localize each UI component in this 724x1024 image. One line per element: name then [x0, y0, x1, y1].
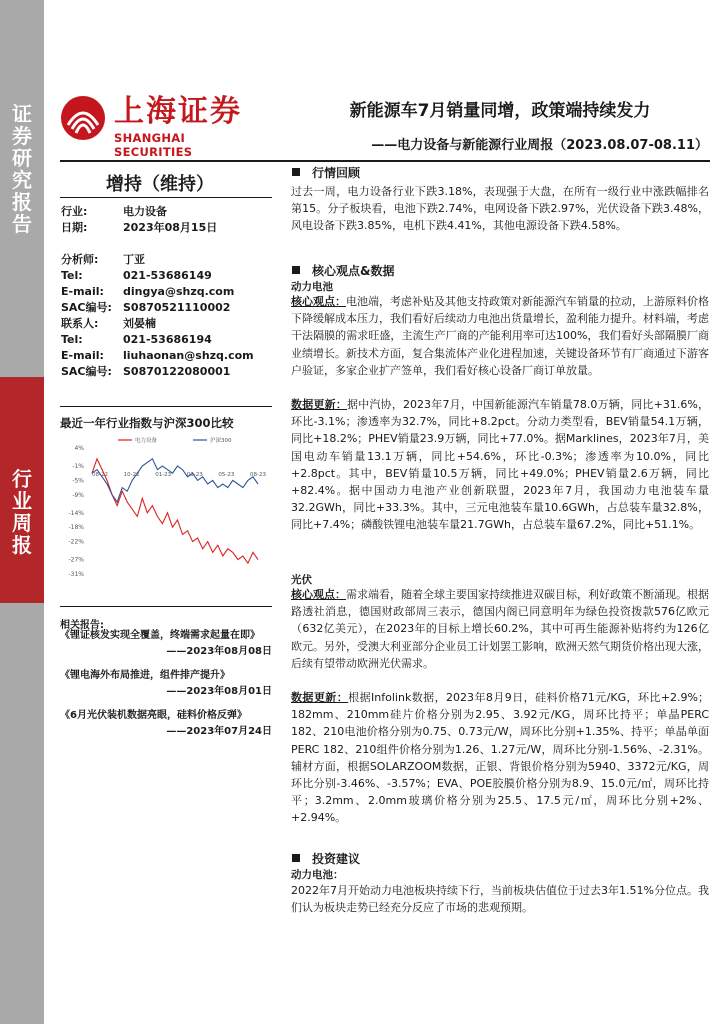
related-report-date: ——2023年08月01日	[166, 686, 272, 697]
pv-data-paragraph	[291, 689, 709, 827]
x-tick-label: 05-23	[218, 472, 235, 478]
label-core-view: 核心观点：	[291, 295, 346, 308]
info-value: 021-53686149	[123, 269, 212, 282]
pv-data-text: 根据Infolink数据，2023年8月9日，硅料价格71元/KG，环比+2.9%；182mm、210mm硅片价格分别为2.95、3.92元/KG，周环比持平；单晶PERC 182、210电池价格分别为0.75、0.73元/W，周环比分别+1.35%、持平；单晶单面PERC 182、210组件价格分别为1.26、1.27元/W，周环比分别-1.56%、-2.31%。辅材方面，根据SOLARZOOM数据，正银、背银价格分别为5940、3372元/KG，周环比分别-3.46%、-3.57%；EVA、POE胶膜价格分别为8.9、15.0元/㎡，周环比持平；3.2mm、2.0mm玻璃价格分别为25.5、17.5元/㎡，周环比分别+2%、+2.94%。	[291, 691, 709, 825]
info-value: dingya@shzq.com	[123, 285, 235, 298]
related-reports-title: 相关报告:	[60, 620, 104, 631]
info-label: 日期:	[61, 221, 88, 234]
rating-divider	[60, 197, 272, 198]
y-tick-label: -18%	[68, 524, 84, 532]
y-tick-label: -1%	[72, 463, 84, 470]
pv-view-paragraph	[291, 586, 709, 672]
bullet-square-icon	[292, 854, 300, 862]
related-report-date: ——2023年08月08日	[166, 646, 272, 657]
info-value: 刘晏楠	[123, 317, 156, 330]
info-label: Tel:	[61, 333, 83, 346]
info-value: 021-53686194	[123, 333, 212, 346]
report-subtitle: ——电力设备与新能源行业周报（2023.08.07-08.11）	[371, 138, 708, 153]
subheading-pv: 光伏	[291, 574, 312, 586]
y-tick-label: 4%	[74, 445, 84, 452]
chart-bottom-divider	[60, 606, 272, 607]
info-label: SAC编号:	[61, 301, 112, 314]
logo-emblem-icon	[60, 95, 106, 141]
info-value: 电力设备	[123, 205, 167, 218]
company-logo	[60, 94, 260, 159]
info-value: S0870521110002	[123, 301, 231, 314]
related-report-item	[60, 668, 272, 700]
invest-paragraph: 2022年7月开始动力电池板块持续下行，当前板块估值位于过去3年1.51%分位点。我们认为板块走势已经充分反应了市场的悲观预期。	[291, 884, 709, 915]
related-report-title[interactable]: 《6月光伏装机数据亮眼，硅料价格反弹》	[60, 710, 247, 721]
info-label: E-mail:	[61, 349, 104, 362]
side-label-category: 行 业 周 报	[12, 467, 32, 557]
x-tick-label: 03-23	[186, 472, 203, 478]
section-heading-core	[292, 262, 394, 279]
pv-view-text: 需求端看，随着全球主要国家持续推进双碳目标，利好政策不断涌现。根据路透社消息，德国财政部周三表示，德国内阁已同意明年为绿色投资拨款576亿欧元（632亿美元），在2023年的目标上增长60.2%，其中可再生能源补贴将约为126亿欧元。另外，受澳大利亚部分企业员工计划罢工影响，欧洲天然气期货价格出现大涨，后续有望带动欧洲光伏需求。	[291, 588, 709, 670]
section-heading-text: 核心观点&数据	[312, 264, 395, 278]
section-heading-invest	[292, 850, 360, 867]
section-heading-text: 行情回顾	[312, 166, 361, 180]
info-label: Tel:	[61, 269, 83, 282]
battery-data-paragraph	[291, 396, 709, 534]
info-label: 分析师:	[61, 253, 99, 266]
info-label: SAC编号:	[61, 365, 112, 378]
battery-data-text: 据中汽协，2023年7月，中国新能源汽车销量78.0万辆，同比+31.6%，环比-3.1%；渗透率为32.7%，同比+8.2pct。分动力类型看，BEV销量54.1万辆，同比+18.2%；PHEV销量23.9万辆，同比+77.0%。据Marklines，2023年7月，美国电动车销量13.1万辆，同比+54.6%，环比-0.3%；渗透率为10.0%，同比+2.8pct。其中，BEV销量10.5万辆，同比+49.0%；PHEV销量2.6万辆，同比+82.4%。据中国动力电池产业创新联盟，2023年7月，我国动力电池装车量32.2GWh，同比+33.3%。其中，三元电池装车量10.6GWh，占总装车量32.8%，同比+7.4%；磷酸铁锂电池装车量21.7GWh，占总装车量67.2%，同比+51.1%。	[291, 398, 709, 532]
section-heading-review	[292, 164, 360, 181]
x-tick-label: 10-22	[123, 472, 140, 478]
bullet-square-icon	[292, 266, 300, 274]
related-report-date: ——2023年07月24日	[166, 726, 272, 737]
logo-name-en: SHANGHAI SECURITIES	[114, 131, 193, 159]
legend-label: 沪深300	[210, 438, 232, 444]
label-core-view: 核心观点：	[291, 588, 346, 601]
info-value: 丁亚	[123, 253, 145, 266]
subheading-invest-battery: 动力电池：	[291, 869, 344, 881]
info-value: S0870122080001	[123, 365, 231, 378]
section-heading-text: 投资建议	[312, 852, 361, 866]
legend-label: 电力设备	[135, 438, 158, 444]
side-label-report-type: 证 券 研 究 报 告	[12, 102, 32, 236]
header-divider	[60, 160, 710, 162]
info-label: 行业:	[61, 205, 88, 218]
y-tick-label: -31%	[68, 571, 84, 578]
logo-name-cn: 上海证券	[114, 94, 242, 129]
report-title: 新能源车7月销量同增，政策端持续发力	[349, 101, 651, 121]
label-data-update: 数据更新：	[291, 398, 348, 411]
x-tick-label: 08-22	[92, 472, 108, 478]
x-tick-label: 08-23	[250, 472, 266, 478]
x-tick-label: 01-23	[155, 472, 172, 478]
battery-view-paragraph	[291, 293, 709, 379]
rating: 增持（维持）	[106, 174, 214, 195]
index-comparison-chart	[58, 434, 268, 578]
y-tick-label: -14%	[68, 509, 84, 517]
label-data-update: 数据更新：	[291, 691, 349, 704]
battery-view-text: 电池端，考虑补贴及其他支持政策对新能源汽车销量的拉动，上游原料价格下降缓解成本压力，我们看好后续动力电池出货量增长，盈利能力提升。材料端，考虑干法隔膜的需求旺盛，主流生产厂商的产能利用率可达100%，我们看好头部隔膜厂商业绩增长。新技术方面，复合集流体产业化进程加速，关键设备环节有厂商通过下游客户验证，多家企业扩产签单，我们看好核心设备厂商订单放量。	[291, 295, 709, 377]
related-report-title[interactable]: 《锂证核发实现全覆盖，终端需求起量在即》	[60, 630, 260, 641]
series-line-index	[92, 459, 258, 502]
bullet-square-icon	[292, 168, 300, 176]
y-tick-label: -9%	[72, 491, 84, 499]
review-paragraph: 过去一周，电力设备行业下跌3.18%，表现强于大盘，在所有一级行业中涨跌幅排名第15。分子板块看，电池下跌2.74%，电网设备下跌2.97%，光伏设备下跌3.48%，风电设备下跌3.85%，电机下跌4.41%，其他电源设备下跌4.58%。	[291, 185, 709, 233]
related-report-item	[60, 628, 272, 660]
subheading-battery: 动力电池	[291, 281, 333, 293]
info-label: E-mail:	[61, 285, 104, 298]
analyst-info	[61, 204, 273, 394]
chart-top-divider	[60, 406, 272, 407]
info-label: 联系人:	[61, 317, 99, 330]
y-tick-label: -22%	[68, 538, 84, 546]
y-tick-label: -27%	[68, 556, 84, 564]
related-report-item	[60, 708, 272, 740]
y-tick-label: -5%	[72, 477, 84, 485]
info-value: liuhaonan@shzq.com	[123, 349, 254, 362]
related-report-title[interactable]: 《锂电海外布局推进，组件排产提升》	[60, 670, 230, 681]
chart-title: 最近一年行业指数与沪深300比较	[60, 416, 234, 430]
info-value: 2023年08月15日	[123, 221, 218, 234]
